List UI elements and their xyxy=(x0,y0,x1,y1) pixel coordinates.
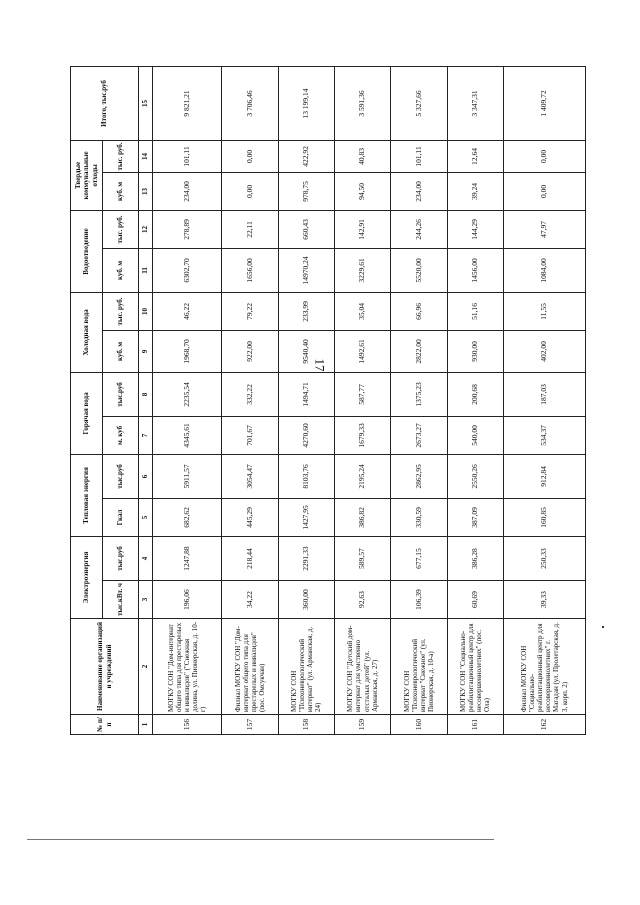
value-cell: 5911,57 xyxy=(153,454,222,498)
value-cell: 1427,95 xyxy=(278,498,334,536)
value-cell: 142,91 xyxy=(334,210,390,248)
organization-name: МОГКУ СОН "Психоневрологический интернат" (ул. Арманская, д. 24) xyxy=(278,619,334,715)
column-number: 1 xyxy=(139,715,153,735)
value-cell: 35,04 xyxy=(334,292,390,330)
column-number: 15 xyxy=(139,66,153,140)
value-cell: 3054,47 xyxy=(222,454,278,498)
row-total: 3 347,31 xyxy=(447,66,503,140)
row-number: 161 xyxy=(447,715,503,735)
table-row xyxy=(278,66,334,734)
value-cell: 0,00 xyxy=(222,140,278,172)
value-cell: 2235,54 xyxy=(153,372,222,416)
value-cell: 660,43 xyxy=(278,210,334,248)
table-row xyxy=(222,66,278,734)
header-unit: тыс. руб. xyxy=(103,292,139,330)
value-cell: 1656,00 xyxy=(222,248,278,292)
stray-mark xyxy=(602,626,604,628)
value-cell: 701,67 xyxy=(222,416,278,454)
value-cell: 278,89 xyxy=(153,210,222,248)
value-cell: 234,00 xyxy=(391,172,447,210)
value-cell: 11,55 xyxy=(503,292,585,330)
value-cell: 1679,33 xyxy=(334,416,390,454)
value-cell: 1492,61 xyxy=(334,330,390,372)
value-cell: 6302,70 xyxy=(153,248,222,292)
value-cell: 196,06 xyxy=(153,581,222,619)
value-cell: 4345,61 xyxy=(153,416,222,454)
value-cell: 540,00 xyxy=(447,416,503,454)
value-cell: 60,69 xyxy=(447,581,503,619)
row-total: 1 409,72 xyxy=(503,66,585,140)
header-unit: Гкал xyxy=(103,498,139,536)
column-number: 12 xyxy=(139,210,153,248)
value-cell: 589,57 xyxy=(334,536,390,580)
value-cell: 2291,33 xyxy=(278,536,334,580)
value-cell: 106,39 xyxy=(391,581,447,619)
value-cell: 1456,00 xyxy=(447,248,503,292)
value-cell: 22,11 xyxy=(222,210,278,248)
value-cell: 1494,71 xyxy=(278,372,334,416)
header-num: № п/п xyxy=(71,715,139,735)
value-cell: 360,00 xyxy=(278,581,334,619)
row-total: 5 327,66 xyxy=(391,66,447,140)
header-unit: куб. м xyxy=(103,330,139,372)
column-number-row xyxy=(139,66,153,734)
value-cell: 51,16 xyxy=(447,292,503,330)
header-total: Итого, тыс.руб xyxy=(71,66,139,140)
value-cell: 2862,95 xyxy=(391,454,447,498)
value-cell: 144,29 xyxy=(447,210,503,248)
row-number: 157 xyxy=(222,715,278,735)
value-cell: 912,84 xyxy=(503,454,585,498)
value-cell: 2822,00 xyxy=(391,330,447,372)
value-cell: 1968,70 xyxy=(153,330,222,372)
table-row xyxy=(391,66,447,734)
value-cell: 3229,61 xyxy=(334,248,390,292)
row-number: 156 xyxy=(153,715,222,735)
column-number: 13 xyxy=(139,172,153,210)
value-cell: 330,59 xyxy=(391,498,447,536)
value-cell: 0,00 xyxy=(222,172,278,210)
header-unit: тыс. руб. xyxy=(103,140,139,172)
header-group: Холодная вода xyxy=(71,292,103,372)
value-cell: 187,03 xyxy=(503,372,585,416)
value-cell: 2195,24 xyxy=(334,454,390,498)
column-number: 8 xyxy=(139,372,153,416)
value-cell: 2673,27 xyxy=(391,416,447,454)
organization-name: МОГКУ СОН "Детский дом-интернат для умственно отсталых детей" (ул. Арманская, д. 27) xyxy=(334,619,390,715)
table-row xyxy=(153,66,222,734)
organization-name: МОГКУ СОН "Социально-реабилитационный центр для несовершеннолетних" (пос. Ола) xyxy=(447,619,503,715)
value-cell: 5520,00 xyxy=(391,248,447,292)
header-unit: тыс.руб xyxy=(103,454,139,498)
row-total: 3 706,46 xyxy=(222,66,278,140)
header-group: Водоотведение xyxy=(71,210,103,292)
value-cell: 101,11 xyxy=(391,140,447,172)
header-unit: м. куб xyxy=(103,416,139,454)
row-total: 3 591,36 xyxy=(334,66,390,140)
value-cell: 39,24 xyxy=(447,172,503,210)
column-number: 10 xyxy=(139,292,153,330)
value-cell: 12,64 xyxy=(447,140,503,172)
value-cell: 66,96 xyxy=(391,292,447,330)
column-number: 2 xyxy=(139,619,153,715)
value-cell: 244,26 xyxy=(391,210,447,248)
value-cell: 1084,00 xyxy=(503,248,585,292)
page-divider xyxy=(27,839,494,840)
header-group: Твердые коммунальные отходы xyxy=(71,140,103,210)
value-cell: 978,75 xyxy=(278,172,334,210)
value-cell: 930,00 xyxy=(447,330,503,372)
header-group: Горячая вода xyxy=(71,372,103,454)
value-cell: 160,85 xyxy=(503,498,585,536)
value-cell: 0,00 xyxy=(503,140,585,172)
column-number: 9 xyxy=(139,330,153,372)
value-cell: 2550,26 xyxy=(447,454,503,498)
header-unit: тыс.руб xyxy=(103,536,139,580)
table-row xyxy=(447,66,503,734)
value-cell: 39,33 xyxy=(503,581,585,619)
value-cell: 332,22 xyxy=(222,372,278,416)
value-cell: 445,29 xyxy=(222,498,278,536)
page-number: 17 xyxy=(312,358,328,372)
table-row xyxy=(503,66,585,734)
value-cell: 234,00 xyxy=(153,172,222,210)
value-cell: 9540,40 xyxy=(278,330,334,372)
value-cell: 34,22 xyxy=(222,581,278,619)
organization-name: Филиал МОГКУ СОН "Социально-реабилитационный центр для несовершеннолетних" г. Магадан (ул. Пролетарская, д. 3, корп. 2) xyxy=(503,619,585,715)
row-number: 160 xyxy=(391,715,447,735)
row-number: 159 xyxy=(334,715,390,735)
value-cell: 8103,76 xyxy=(278,454,334,498)
value-cell: 1247,88 xyxy=(153,536,222,580)
value-cell: 218,44 xyxy=(222,536,278,580)
value-cell: 534,37 xyxy=(503,416,585,454)
value-cell: 46,22 xyxy=(153,292,222,330)
header-group: Электроэнергия xyxy=(71,536,103,618)
value-cell: 233,99 xyxy=(278,292,334,330)
rotated-table-wrapper xyxy=(70,67,586,735)
value-cell: 79,22 xyxy=(222,292,278,330)
column-number: 7 xyxy=(139,416,153,454)
header-group: Тепловая энергия xyxy=(71,454,103,536)
row-total: 13 199,14 xyxy=(278,66,334,140)
value-cell: 0,00 xyxy=(503,172,585,210)
organization-name: МОГКУ СОН "Дом-интернат общего типа для престарелых и инвалидов" ("Снежная долина, ул. Пионерская, д. 10-г) xyxy=(153,619,222,715)
value-cell: 587,77 xyxy=(334,372,390,416)
value-cell: 250,33 xyxy=(503,536,585,580)
column-number: 3 xyxy=(139,581,153,619)
value-cell: 14970,24 xyxy=(278,248,334,292)
row-number: 162 xyxy=(503,715,585,735)
column-number: 4 xyxy=(139,536,153,580)
organization-name: МОГКУ СОН "Психоневрологический интернат "Снежное" (ул. Пионерская, д. 10-а) xyxy=(391,619,447,715)
value-cell: 40,83 xyxy=(334,140,390,172)
column-number: 6 xyxy=(139,454,153,498)
row-number: 158 xyxy=(278,715,334,735)
header-unit: тыс.руб xyxy=(103,372,139,416)
row-total: 9 821,21 xyxy=(153,66,222,140)
column-number: 11 xyxy=(139,248,153,292)
value-cell: 4270,60 xyxy=(278,416,334,454)
value-cell: 101,11 xyxy=(153,140,222,172)
value-cell: 402,00 xyxy=(503,330,585,372)
value-cell: 386,82 xyxy=(334,498,390,536)
value-cell: 922,00 xyxy=(222,330,278,372)
value-cell: 386,28 xyxy=(447,536,503,580)
organization-name: Филиал МОГКУ СОН "Дом-интернат общего типа для престарелых и инвалидов" (пос. Омсукчан) xyxy=(222,619,278,715)
header-unit: тыс. руб. xyxy=(103,210,139,248)
value-cell: 200,68 xyxy=(447,372,503,416)
value-cell: 422,92 xyxy=(278,140,334,172)
column-number: 5 xyxy=(139,498,153,536)
header-name: Наименование организаций и учреждений xyxy=(71,619,139,715)
table-row xyxy=(334,66,390,734)
value-cell: 92,63 xyxy=(334,581,390,619)
value-cell: 1375,23 xyxy=(391,372,447,416)
header-unit: куб. м xyxy=(103,172,139,210)
utilities-table xyxy=(70,66,586,735)
value-cell: 677,15 xyxy=(391,536,447,580)
value-cell: 682,62 xyxy=(153,498,222,536)
value-cell: 387,09 xyxy=(447,498,503,536)
value-cell: 47,97 xyxy=(503,210,585,248)
header-unit: тыс.кВт. ч xyxy=(103,581,139,619)
value-cell: 94,50 xyxy=(334,172,390,210)
column-number: 14 xyxy=(139,140,153,172)
table-body xyxy=(153,66,586,734)
header-unit: куб. м xyxy=(103,248,139,292)
